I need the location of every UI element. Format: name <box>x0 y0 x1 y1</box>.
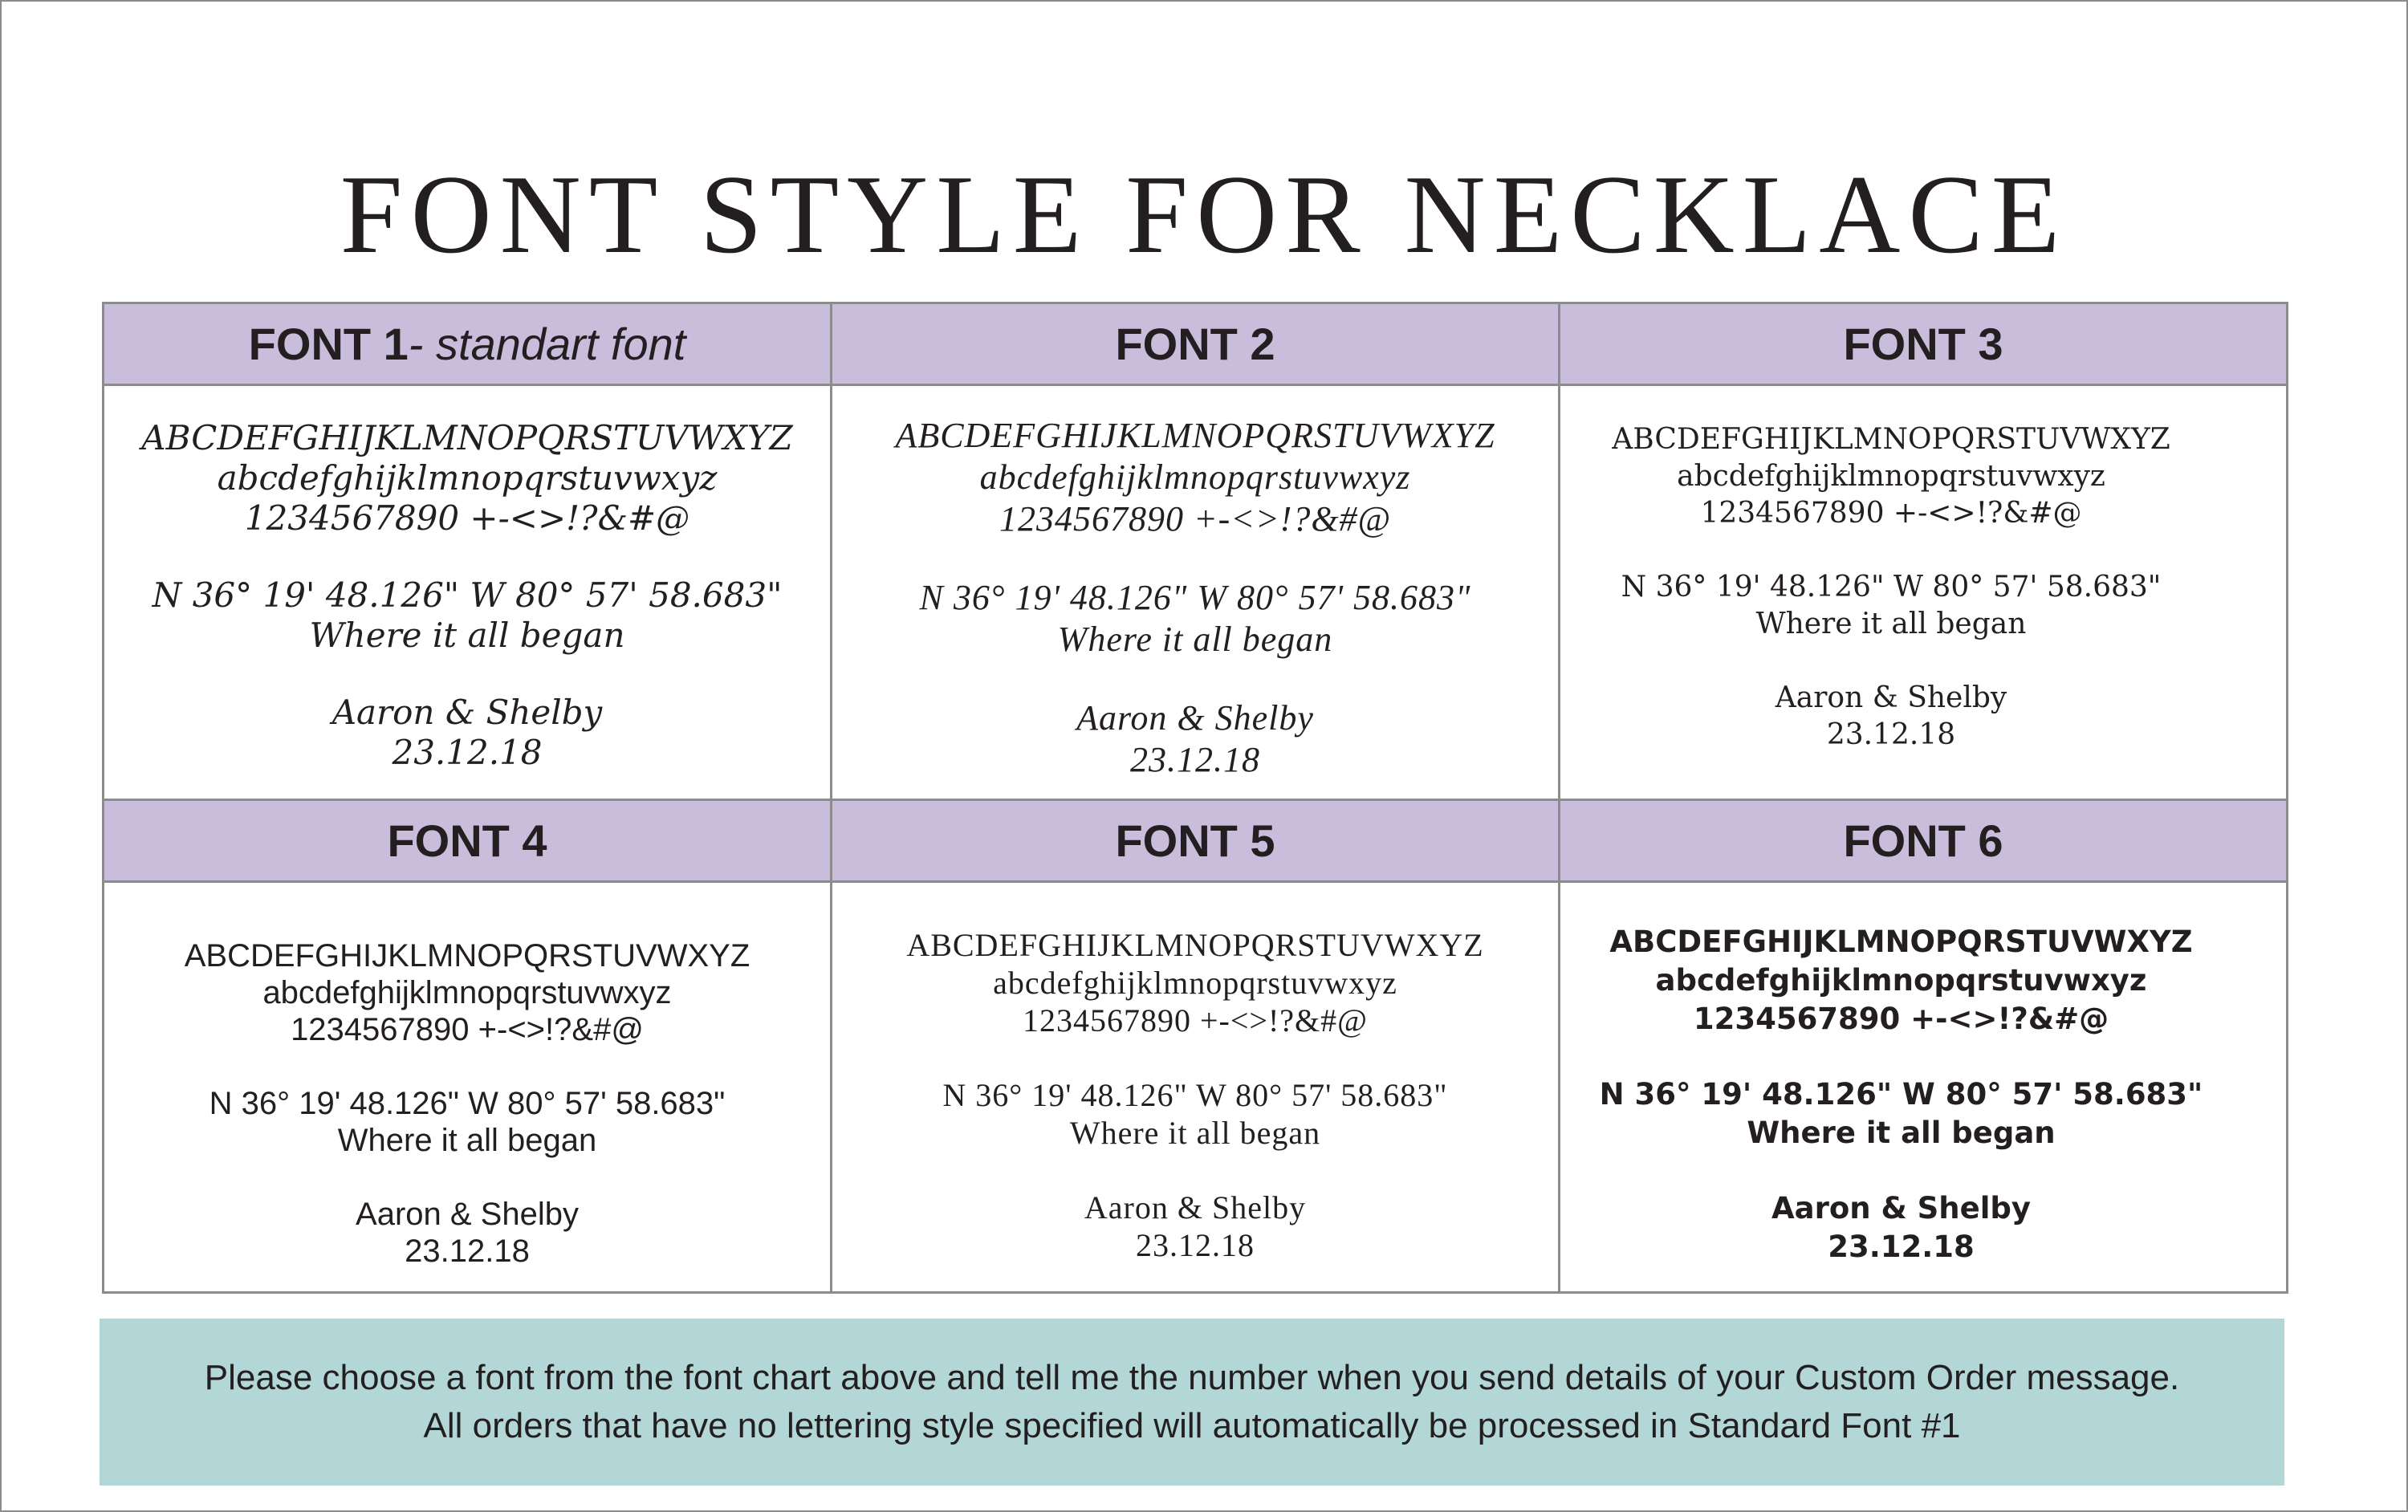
sample-date: 23.12.18 <box>1130 740 1260 779</box>
font-3-sample <box>1560 386 2286 754</box>
sample-phrase: Where it all began <box>309 616 625 655</box>
font-2-header <box>832 304 1558 386</box>
sample-date: 23.12.18 <box>405 1234 530 1269</box>
sample-lowercase: abcdefghijklmnopqrstuvwxyz <box>217 458 718 498</box>
font-5-header <box>832 801 1558 883</box>
font-2-card <box>830 302 1560 801</box>
sample-lowercase: abcdefghijklmnopqrstuvwxyz <box>262 975 672 1010</box>
sample-coords: N 36° 19' 48.126" W 80° 57' 58.683" <box>1621 571 2162 604</box>
sample-coords: N 36° 19' 48.126" W 80° 57' 58.683" <box>152 575 783 615</box>
font-2-label: FONT 2 <box>1115 319 1275 369</box>
font-4-card <box>102 799 832 1294</box>
sample-lowercase: abcdefghijklmnopqrstuvwxyz <box>1655 963 2147 998</box>
font-3-header <box>1560 304 2286 386</box>
sample-digits: 1234567890 +-<>!?&#@ <box>1693 1002 2109 1036</box>
sample-digits: 1234567890 +-<>!?&#@ <box>999 499 1392 539</box>
notice-line-1: Please choose a font from the font chart above and tell me the number when you send details of your Custom Order message. <box>204 1358 2180 1397</box>
font-6-label: FONT 6 <box>1843 815 2003 866</box>
font-6-card <box>1558 799 2288 1294</box>
font-1-card <box>102 302 832 801</box>
sample-coords: N 36° 19' 48.126" W 80° 57' 58.683" <box>919 578 1471 617</box>
sample-digits: 1234567890 +-<>!?&#@ <box>1022 1002 1369 1038</box>
sample-names: Aaron & Shelby <box>356 1197 579 1232</box>
sample-date: 23.12.18 <box>1828 1230 1975 1264</box>
sample-uppercase: ABCDEFGHIJKLMNOPQRSTUVWXYZ <box>141 418 793 457</box>
sample-names: Aaron & Shelby <box>1076 698 1314 738</box>
sample-names: Aaron & Shelby <box>1084 1189 1307 1225</box>
font-1-sample <box>104 386 830 773</box>
font-5-card <box>830 799 1560 1294</box>
sample-digits: 1234567890 +-<>!?&#@ <box>1700 497 2082 530</box>
sample-names: Aaron & Shelby <box>1771 1191 2031 1225</box>
notice-line-2: All orders that have no lettering style specified will automatically be processed in Standard Font #1 <box>423 1406 1961 1445</box>
sample-uppercase: ABCDEFGHIJKLMNOPQRSTUVWXYZ <box>184 938 750 973</box>
sample-lowercase: abcdefghijklmnopqrstuvwxyz <box>993 965 1397 1001</box>
sample-phrase: Where it all began <box>1755 608 2027 640</box>
sample-lowercase: abcdefghijklmnopqrstuvwxyz <box>1677 460 2105 493</box>
sample-names: Aaron & Shelby <box>332 693 603 732</box>
font-chart <box>102 302 2288 1294</box>
sample-names: Aaron & Shelby <box>1775 681 2007 714</box>
sample-uppercase: ABCDEFGHIJKLMNOPQRSTUVWXYZ <box>895 416 1495 455</box>
instructions-notice <box>100 1319 2284 1486</box>
sample-coords: N 36° 19' 48.126" W 80° 57' 58.683" <box>942 1077 1448 1113</box>
font-4-sample <box>104 883 830 1270</box>
sample-lowercase: abcdefghijklmnopqrstuvwxyz <box>979 457 1411 497</box>
sample-uppercase: ABCDEFGHIJKLMNOPQRSTUVWXYZ <box>1609 925 2193 959</box>
sample-phrase: Where it all began <box>1069 1115 1321 1151</box>
font-3-label: FONT 3 <box>1843 319 2003 369</box>
sample-coords: N 36° 19' 48.126" W 80° 57' 58.683" <box>1599 1077 2203 1112</box>
font-2-sample <box>832 386 1558 781</box>
sample-phrase: Where it all began <box>337 1123 597 1158</box>
font-3-card <box>1558 302 2288 801</box>
font-4-label: FONT 4 <box>387 815 547 866</box>
sample-coords: N 36° 19' 48.126" W 80° 57' 58.683" <box>209 1086 726 1121</box>
font-4-header <box>104 801 830 883</box>
sample-uppercase: ABCDEFGHIJKLMNOPQRSTUVWXYZ <box>1612 423 2170 456</box>
sample-phrase: Where it all began <box>1747 1116 2056 1150</box>
sample-date: 23.12.18 <box>392 733 543 772</box>
sample-date: 23.12.18 <box>1826 718 1956 751</box>
font-5-sample <box>832 883 1558 1264</box>
font-1-header <box>104 304 830 386</box>
sample-phrase: Where it all began <box>1057 620 1333 659</box>
sample-digits: 1234567890 +-<>!?&#@ <box>291 1012 644 1047</box>
page-title: FONT STYLE FOR NECKLACE <box>340 152 2068 277</box>
font-6-sample <box>1560 883 2286 1266</box>
font-1-label: FONT 1 <box>248 319 409 369</box>
font-6-header <box>1560 801 2286 883</box>
font-5-label: FONT 5 <box>1115 815 1275 866</box>
font-1-sublabel: - standart font <box>408 319 686 369</box>
sample-uppercase: ABCDEFGHIJKLMNOPQRSTUVWXYZ <box>906 927 1484 963</box>
sample-digits: 1234567890 +-<>!?&#@ <box>244 498 690 538</box>
sample-date: 23.12.18 <box>1136 1227 1255 1263</box>
